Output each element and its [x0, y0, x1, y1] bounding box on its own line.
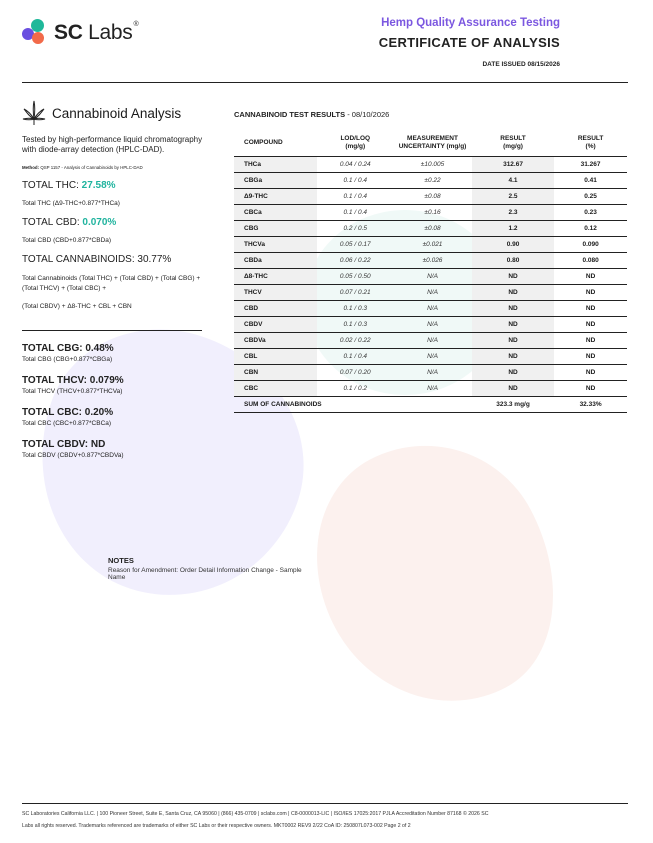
table-row: [234, 317, 627, 333]
table-cell: 0.04 / 0.24: [317, 157, 393, 173]
table-row: [234, 237, 627, 253]
table-cell: ND: [554, 365, 627, 381]
sc-labs-logo-icon: [22, 19, 48, 47]
table-row: [234, 269, 627, 285]
footer: [22, 808, 628, 832]
table-cell: ±0.16: [393, 205, 472, 221]
sc-labs-logo: [22, 18, 138, 48]
total-cannabinoids-formula-cont: (Total CBDV) + Δ8-THC + CBL + CBN: [22, 303, 132, 310]
table-cell: Δ8-THC: [234, 269, 317, 285]
results-title: CANNABINOID TEST RESULTS - 08/10/2026: [234, 110, 390, 119]
table-cell: 0.41: [554, 173, 627, 189]
table-row: [234, 349, 627, 365]
table-row: [234, 205, 627, 221]
table-cell: 0.07 / 0.21: [317, 285, 393, 301]
table-row: [234, 253, 627, 269]
total-cbd-formula: Total CBD (CBD+0.877*CBDa): [22, 237, 112, 244]
table-row: [234, 365, 627, 381]
table-cell: 1.2: [472, 221, 554, 237]
table-cell: THCVa: [234, 237, 317, 253]
header-divider: [22, 82, 628, 83]
table-cell: CBDa: [234, 253, 317, 269]
table-cell: ND: [472, 349, 554, 365]
table-cell: 0.1 / 0.4: [317, 173, 393, 189]
table-cell: ND: [554, 333, 627, 349]
table-cell: CBCa: [234, 205, 317, 221]
table-cell: THCV: [234, 285, 317, 301]
table-row: [234, 381, 627, 397]
table-cell: 0.1 / 0.4: [317, 205, 393, 221]
table-cell: 0.07 / 0.20: [317, 365, 393, 381]
table-cell: ND: [472, 365, 554, 381]
table-cell: 0.05 / 0.17: [317, 237, 393, 253]
table-cell: 0.05 / 0.50: [317, 269, 393, 285]
table-cell: ND: [554, 285, 627, 301]
table-cell: N/A: [393, 381, 472, 397]
table-row: [234, 285, 627, 301]
table-cell: 0.02 / 0.22: [317, 333, 393, 349]
table-cell: CBGa: [234, 173, 317, 189]
table-cell: N/A: [393, 349, 472, 365]
total-cbc-formula: Total CBC (CBC+0.877*CBCa): [22, 420, 112, 427]
cannabinoid-analysis-title: Cannabinoid Analysis: [52, 105, 182, 121]
table-cell: 0.1 / 0.3: [317, 301, 393, 317]
cannabis-leaf-icon: [22, 100, 46, 126]
column-header: RESULT (mg/g): [472, 133, 554, 157]
table-cell: ND: [472, 333, 554, 349]
header-subtitle: Hemp Quality Assurance Testing: [381, 17, 560, 29]
total-thc: TOTAL THC: 27.58%: [22, 180, 116, 191]
table-cell: ±0.026: [393, 253, 472, 269]
total-cbg: TOTAL CBG: 0.48%: [22, 343, 114, 354]
table-cell: 312.67: [472, 157, 554, 173]
table-cell: CBC: [234, 381, 317, 397]
table-cell: N/A: [393, 365, 472, 381]
table-cell: 4.1: [472, 173, 554, 189]
table-cell: 0.090: [554, 237, 627, 253]
total-cannabinoids: TOTAL CANNABINOIDS: 30.77%: [22, 254, 172, 265]
sum-cell: 32.33%: [554, 397, 627, 413]
page-title: CERTIFICATE OF ANALYSIS: [378, 35, 560, 50]
table-cell: N/A: [393, 301, 472, 317]
table-cell: ND: [472, 269, 554, 285]
table-cell: 0.23: [554, 205, 627, 221]
total-cbc: TOTAL CBC: 0.20%: [22, 407, 114, 418]
table-cell: ND: [554, 317, 627, 333]
table-row: [234, 173, 627, 189]
table-cell: ND: [472, 317, 554, 333]
table-header-row: [234, 133, 627, 157]
table-row: [234, 157, 627, 173]
total-thcv-formula: Total THCV (THCV+0.877*THCVa): [22, 388, 123, 395]
table-cell: ±0.021: [393, 237, 472, 253]
table-cell: Δ9-THC: [234, 189, 317, 205]
total-cbg-formula: Total CBG (CBG+0.877*CBGa): [22, 356, 113, 363]
table-cell: 0.90: [472, 237, 554, 253]
table-cell: 0.2 / 0.5: [317, 221, 393, 237]
table-cell: CBD: [234, 301, 317, 317]
table-cell: CBDVa: [234, 333, 317, 349]
table-cell: N/A: [393, 333, 472, 349]
footer-divider: [22, 803, 628, 804]
table-cell: 0.25: [554, 189, 627, 205]
notes-heading: NOTES: [108, 556, 134, 565]
notes-line: Reason for Amendment: Order Detail Information Change - Sample: [108, 567, 302, 574]
cannabinoid-summary-panel: [22, 98, 204, 459]
table-cell: ND: [554, 349, 627, 365]
column-header: LOD/LOQ (mg/g): [317, 133, 393, 157]
footer-line: SC Laboratories California LLC. | 100 Pioneer Street, Suite E, Santa Cruz, CA 95060 | (866) 435-0709 | sclabs.com | C8-0000013-LIC | ISO/IES 17025:2017 PJLA Accreditation Number 87168 © 2026 SC: [22, 811, 489, 817]
table-cell: 0.12: [554, 221, 627, 237]
table-cell: ND: [472, 381, 554, 397]
total-cbdv-formula: Total CBDV (CBDV+0.877*CBDVa): [22, 452, 124, 459]
table-cell: THCa: [234, 157, 317, 173]
background-blob-orange: [273, 404, 599, 745]
table-cell: 2.5: [472, 189, 554, 205]
table-cell: N/A: [393, 269, 472, 285]
table-cell: ±0.08: [393, 189, 472, 205]
column-header: COMPOUND: [234, 133, 317, 157]
table-cell: ND: [554, 301, 627, 317]
table-cell: ±0.22: [393, 173, 472, 189]
table-row: [234, 189, 627, 205]
sum-cell: 323.3 mg/g: [472, 397, 554, 413]
table-cell: 0.1 / 0.4: [317, 189, 393, 205]
total-cbd: TOTAL CBD: 0.070%: [22, 217, 117, 228]
total-thc-formula: Total THC (Δ9-THC+0.877*THCa): [22, 200, 120, 207]
logo-text: SC Labs®: [54, 21, 139, 44]
table-row: [234, 333, 627, 349]
table-cell: 0.080: [554, 253, 627, 269]
table-cell: CBG: [234, 221, 317, 237]
table-cell: ±0.08: [393, 221, 472, 237]
table-cell: 0.1 / 0.4: [317, 349, 393, 365]
table-cell: 31.267: [554, 157, 627, 173]
table-cell: N/A: [393, 317, 472, 333]
total-thcv: TOTAL THCV: 0.079%: [22, 375, 124, 386]
column-header: RESULT (%): [554, 133, 627, 157]
table-row: [234, 221, 627, 237]
table-cell: 0.1 / 0.2: [317, 381, 393, 397]
table-cell: 0.06 / 0.22: [317, 253, 393, 269]
notes-line-cont: Name: [108, 574, 126, 581]
table-cell: N/A: [393, 285, 472, 301]
date-issued: DATE ISSUED 08/15/2026: [482, 61, 560, 68]
table-cell: CBDV: [234, 317, 317, 333]
table-cell: 0.80: [472, 253, 554, 269]
table-cell: ND: [554, 269, 627, 285]
total-cbdv: TOTAL CBDV: ND: [22, 439, 106, 450]
section-heading: [22, 98, 204, 128]
sum-cell: SUM OF CANNABINOIDS: [234, 397, 472, 413]
results-table: [234, 133, 627, 413]
table-cell: 2.3: [472, 205, 554, 221]
total-cannabinoids-formula: Total Cannabinoids (Total THC) + (Total CBD) + (Total CBG) + (Total THCV) + (Total CBC) +: [22, 275, 201, 292]
table-row: [234, 301, 627, 317]
table-cell: ±10.005: [393, 157, 472, 173]
table-cell: CBL: [234, 349, 317, 365]
table-cell: CBN: [234, 365, 317, 381]
column-header: MEASUREMENT UNCERTAINTY (mg/g): [393, 133, 472, 157]
table-cell: 0.1 / 0.3: [317, 317, 393, 333]
table-cell: ND: [472, 301, 554, 317]
footer-line: Labs all rights reserved. Trademarks referenced are trademarks of either SC Labs or their respective owners. MKT0002 REV9 2/22 CoA ID: 250807L073-002 Page 2 of 2: [22, 823, 411, 829]
sum-row: [234, 397, 627, 413]
method-line: Method: QSP 1157 - Analysis of Cannabinoids by HPLC-DAD: [22, 165, 143, 170]
notes-section: [108, 556, 302, 581]
summary-divider: [22, 330, 202, 331]
method-description: Tested by high-performance liquid chromatography with diode-array detection (HPLC-DAD).: [22, 135, 203, 154]
table-cell: ND: [554, 381, 627, 397]
table-cell: ND: [472, 285, 554, 301]
